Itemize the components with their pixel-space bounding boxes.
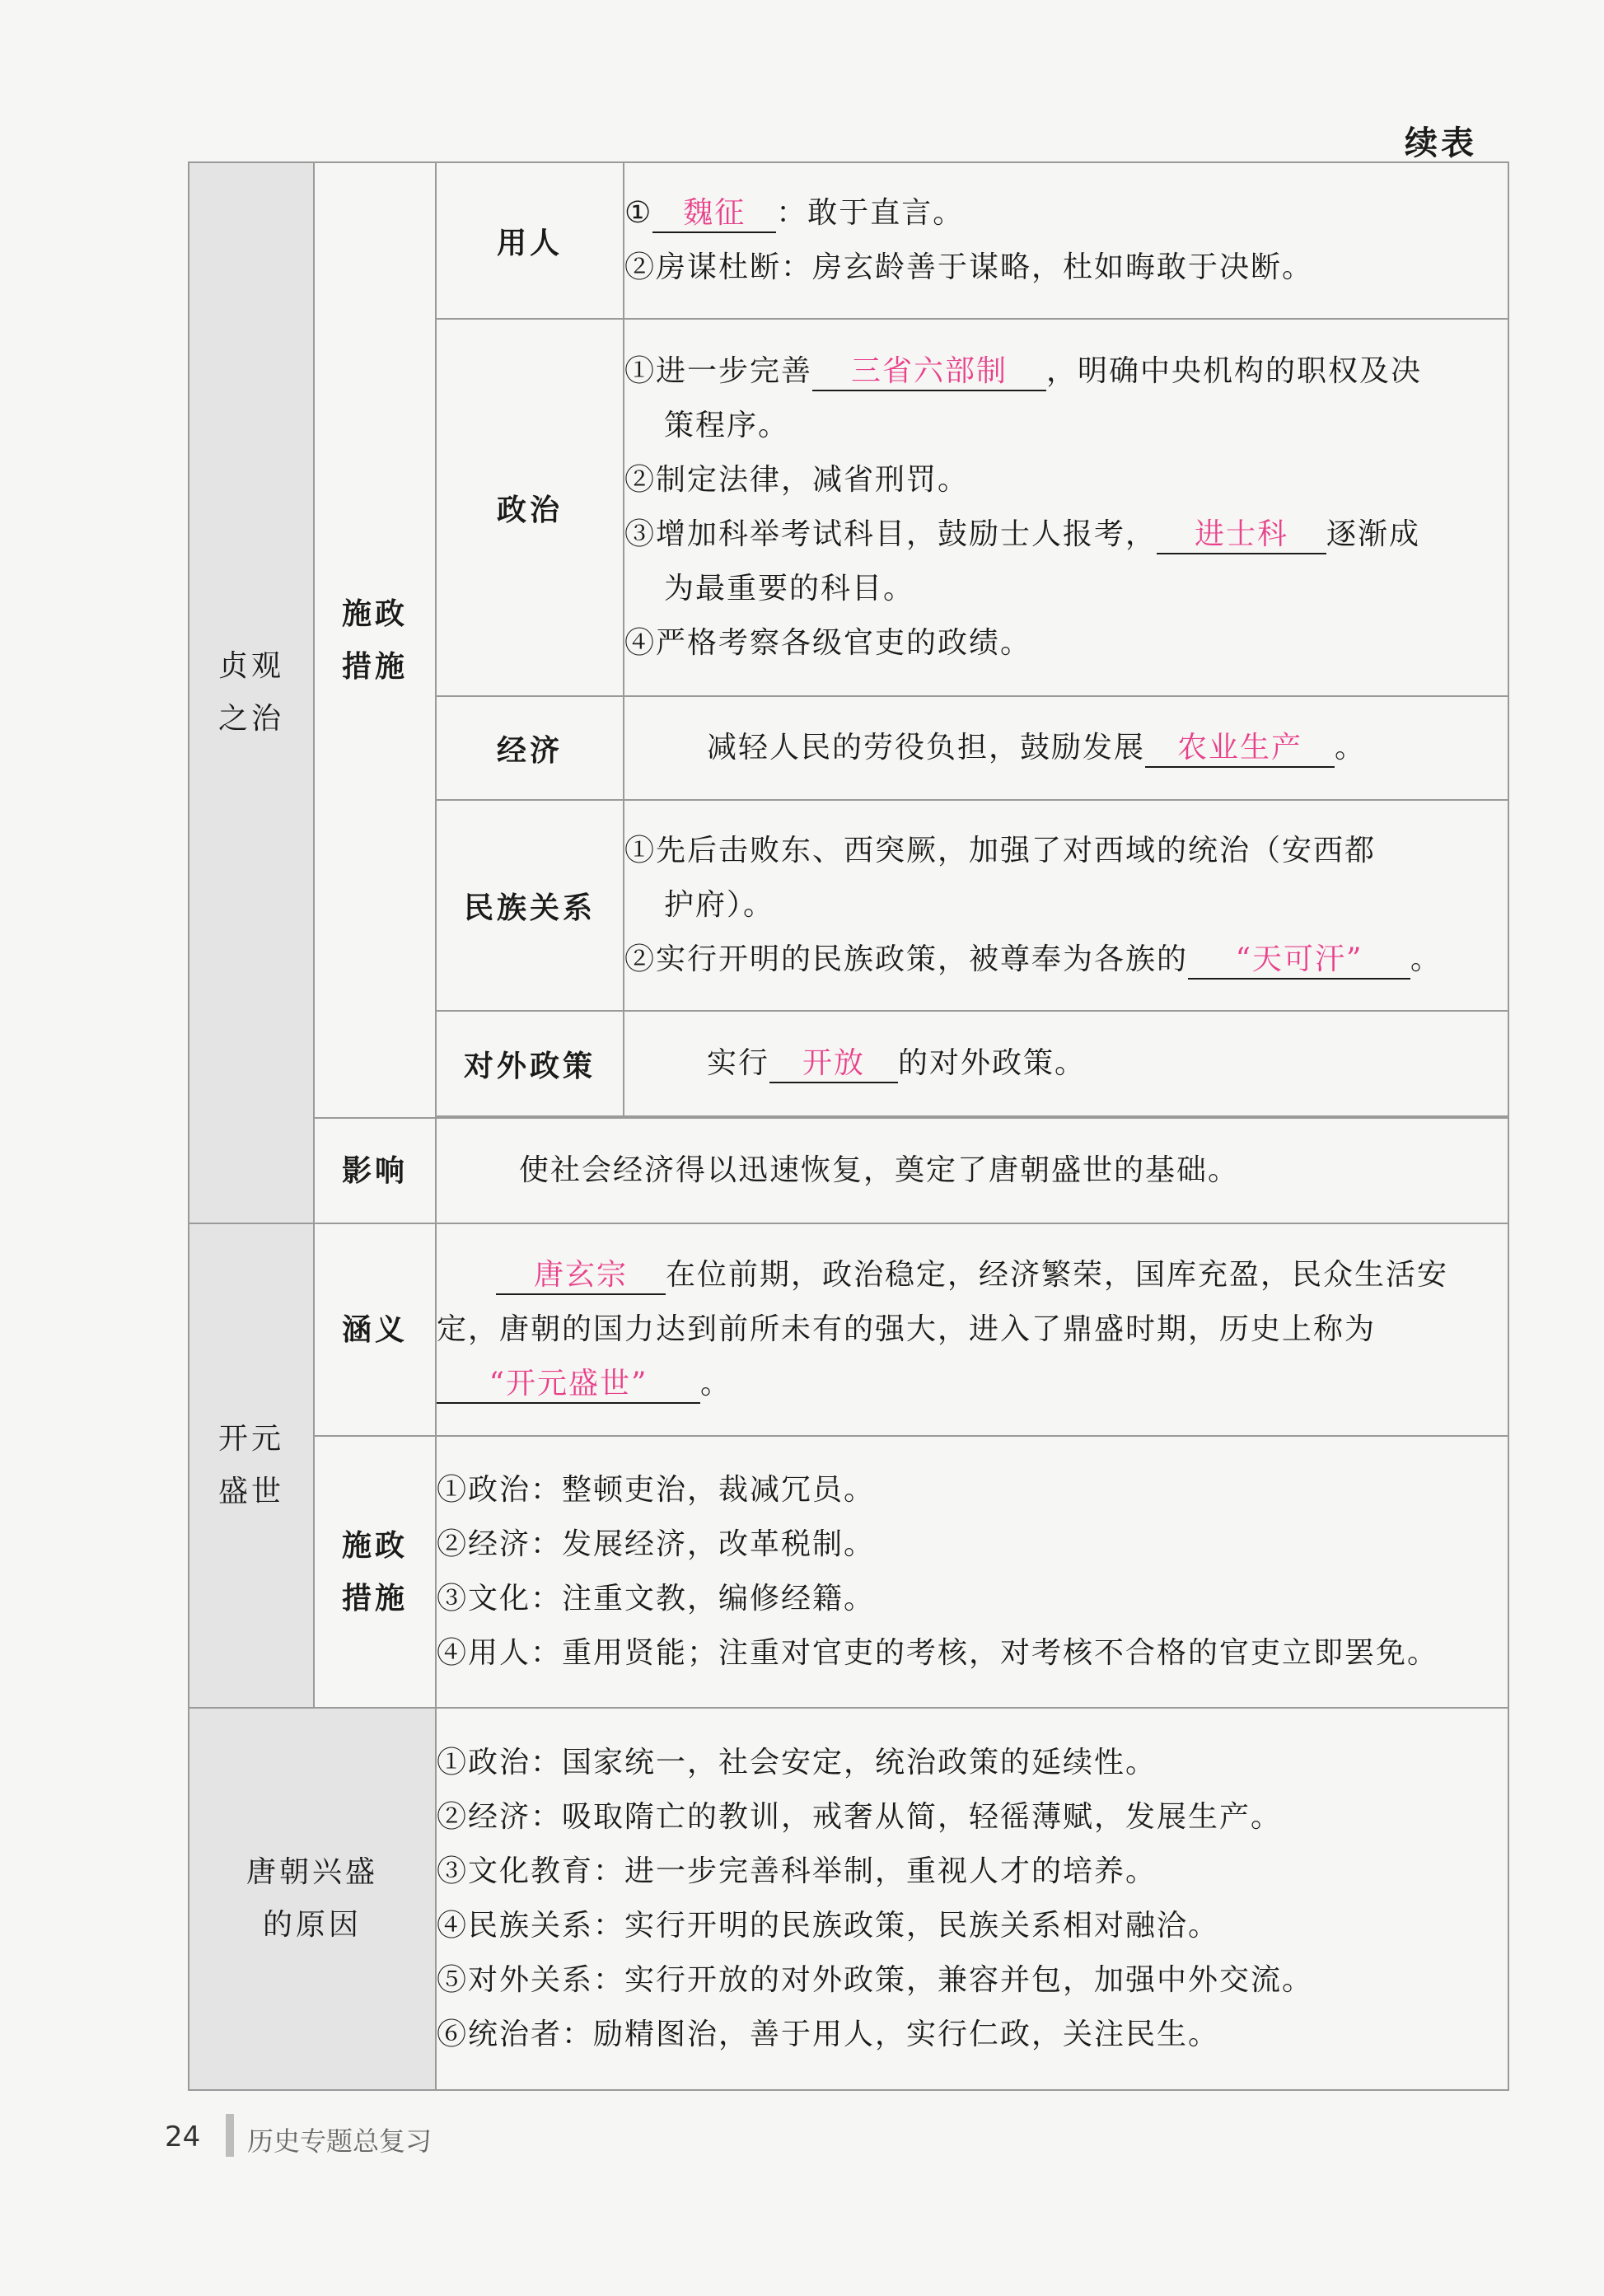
footer-divider xyxy=(226,2114,234,2157)
jingji-label: 经济 xyxy=(436,696,624,800)
jingji-content: 减轻人民的劳役负担，鼓励发展 农业生产 。 xyxy=(624,696,1508,800)
zhengzhi-label: 政治 xyxy=(436,319,624,696)
answer-blank: 三省六部制 xyxy=(812,353,1046,391)
answer-blank: “开元盛世” xyxy=(437,1366,700,1404)
answer-blank: 开放 xyxy=(769,1045,898,1083)
yongren-content: ① 魏征 ：敢于直言。 ②房谋杜断：房玄龄善于谋略，杜如晦敢于决断。 xyxy=(624,162,1508,319)
meaning-label: 涵义 xyxy=(314,1223,436,1436)
reasons-content: ①政治：国家统一，社会安定，统治政策的延续性。 ②经济：吸取隋亡的教训，戒奢从简，轻徭薄赋，发展生产。 ③文化教育：进一步完善科举制，重视人才的培养。 ④民族关系：实行开明的民族政策，民族关系相对融洽。 ⑤对外关系：实行开放的对外政策，兼容并包，加强中外交流。 ⑥统治者：励精图治，善于用人，实行仁政，关注民生。 xyxy=(436,1708,1508,2090)
zhenguan-label: 贞观之治 xyxy=(189,162,314,1223)
meaning-content: 唐玄宗 在位前期，政治稳定，经济繁荣，国库充盈，民众生活安定，唐朝的国力达到前所未有的强大，进入了鼎盛时期，历史上称为“开元盛世” 。 xyxy=(436,1223,1508,1436)
kaiyuan-measures-label: 施政措施 xyxy=(314,1436,436,1708)
zhengzhi-content: ①进一步完善 三省六部制 ，明确中央机构的职权及决 策程序。 ②制定法律，减省刑罚。 ③增加科举考试科目，鼓励士人报考， 进士科 逐渐成 为最重要的科目。 ④严格考察各级官吏的政绩。 xyxy=(624,319,1508,696)
answer-blank: 农业生产 xyxy=(1145,730,1335,768)
minzu-label: 民族关系 xyxy=(436,800,624,1011)
history-summary-table xyxy=(188,161,1509,2091)
influence-label: 影响 xyxy=(314,1118,436,1223)
answer-blank: 进士科 xyxy=(1157,517,1326,554)
zhenguan-measures-label: 施政措施 xyxy=(314,162,436,1118)
answer-blank: “天可汗” xyxy=(1188,942,1410,980)
answer-blank: 魏征 xyxy=(652,195,776,233)
book-title: 历史专题总复习 xyxy=(247,2125,433,2157)
influence-content: 使社会经济得以迅速恢复，奠定了唐朝盛世的基础。 xyxy=(436,1118,1508,1223)
kaiyuan-label: 开元盛世 xyxy=(189,1223,314,1708)
reasons-label: 唐朝兴盛的原因 xyxy=(189,1708,436,2090)
kaiyuan-measures-content: ①政治：整顿吏治，裁减冗员。 ②经济：发展经济，改革税制。 ③文化：注重文教，编修经籍。 ④用人：重用贤能；注重对官吏的考核，对考核不合格的官吏立即罢免。 xyxy=(436,1436,1508,1708)
answer-blank: 唐玄宗 xyxy=(496,1257,666,1295)
duiwai-label: 对外政策 xyxy=(436,1011,624,1116)
continued-label: 续表 xyxy=(1405,124,1477,162)
page-number: 24 xyxy=(165,2121,201,2153)
minzu-content: ①先后击败东、西突厥，加强了对西域的统治（安西都 护府）。 ②实行开明的民族政策，被尊奉为各族的 “天可汗” 。 xyxy=(624,800,1508,1011)
yongren-label: 用人 xyxy=(436,162,624,319)
duiwai-content: 实行 开放 的对外政策。 xyxy=(624,1011,1508,1116)
